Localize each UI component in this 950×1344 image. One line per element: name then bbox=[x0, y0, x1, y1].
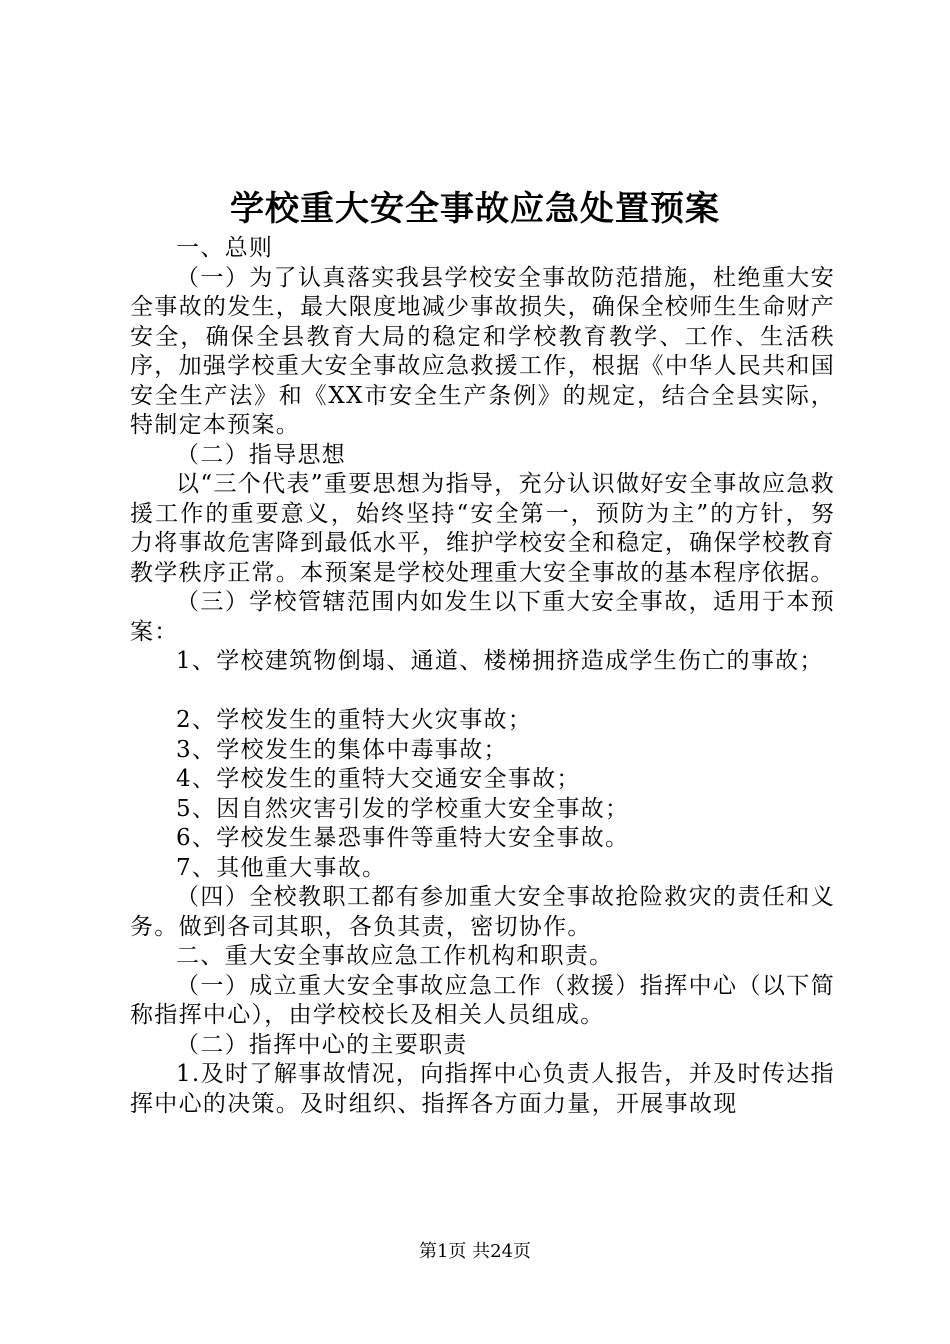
list-item: 3、学校发生的集体中毒事故； bbox=[176, 736, 508, 763]
list-item: 5、因自然灾害引发的学校重大安全事故； bbox=[176, 795, 630, 822]
paragraph-scope: （三）学校管辖范围内如发生以下重大安全事故，适用于本预案： bbox=[130, 589, 835, 645]
subheading-guiding-thought: （二）指导思想 bbox=[176, 441, 347, 468]
paragraph-duty-1: 1.及时了解事故情况，向指挥中心负责人报告，并及时传达指挥中心的决策。及时组织、指挥各方面力量，开展事故现 bbox=[130, 1061, 835, 1117]
document-body bbox=[130, 234, 835, 1119]
section-heading-organization: 二、重大安全事故应急工作机构和职责。 bbox=[176, 943, 614, 969]
subheading-main-duties: （二）指挥中心的主要职责 bbox=[176, 1031, 468, 1058]
paragraph-guiding-thought: 以“三个代表”重要思想为指导，充分认识做好安全事故应急救援工作的重要意义，始终坚持“安全第一，预防为主”的方针，努力将事故危害降到最低水平，维护学校安全和稳定，确保学校教育教学秩序正常。本预案是学校处理重大安全事故的基本程序依据。 bbox=[130, 471, 835, 586]
list-item: 2、学校发生的重特大火灾事故； bbox=[176, 707, 533, 733]
list-item: 1、学校建筑物倒塌、通道、楼梯拥挤造成学生伤亡的事故； bbox=[176, 648, 824, 674]
page-number: 第1页 共24页 bbox=[418, 1241, 532, 1262]
list-item: 6、学校发生暴恐事件等重特大安全事故。 bbox=[176, 825, 630, 851]
document-title: 学校重大安全事故应急处置预案 bbox=[230, 189, 720, 229]
paragraph-staff-duty: （四）全校教职工都有参加重大安全事故抢险救灾的责任和义务。做到各司其职，各负其责，密切协作。 bbox=[130, 884, 835, 940]
list-item: 7、其他重大事故。 bbox=[176, 854, 387, 881]
paragraph-purpose: （一）为了认真落实我县学校安全事故防范措施，杜绝重大安全事故的发生，最大限度地减少事故损失，确保全校师生生命财产安全，确保全县教育大局的稳定和学校教育教学、工作、生活秩序，加强学校重大安全事故应急救援工作，根据《中华人民共和国安全生产法》和《XX市安全生产条例》的规定，结合全县实际，特制定本预案。 bbox=[130, 264, 835, 438]
paragraph-command-center: （一）成立重大安全事故应急工作（救援）指挥中心（以下简称指挥中心），由学校校长及相关人员组成。 bbox=[130, 972, 835, 1028]
section-heading-general: 一、总则 bbox=[176, 235, 274, 261]
list-item: 4、学校发生的重特大交通安全事故； bbox=[176, 766, 581, 792]
